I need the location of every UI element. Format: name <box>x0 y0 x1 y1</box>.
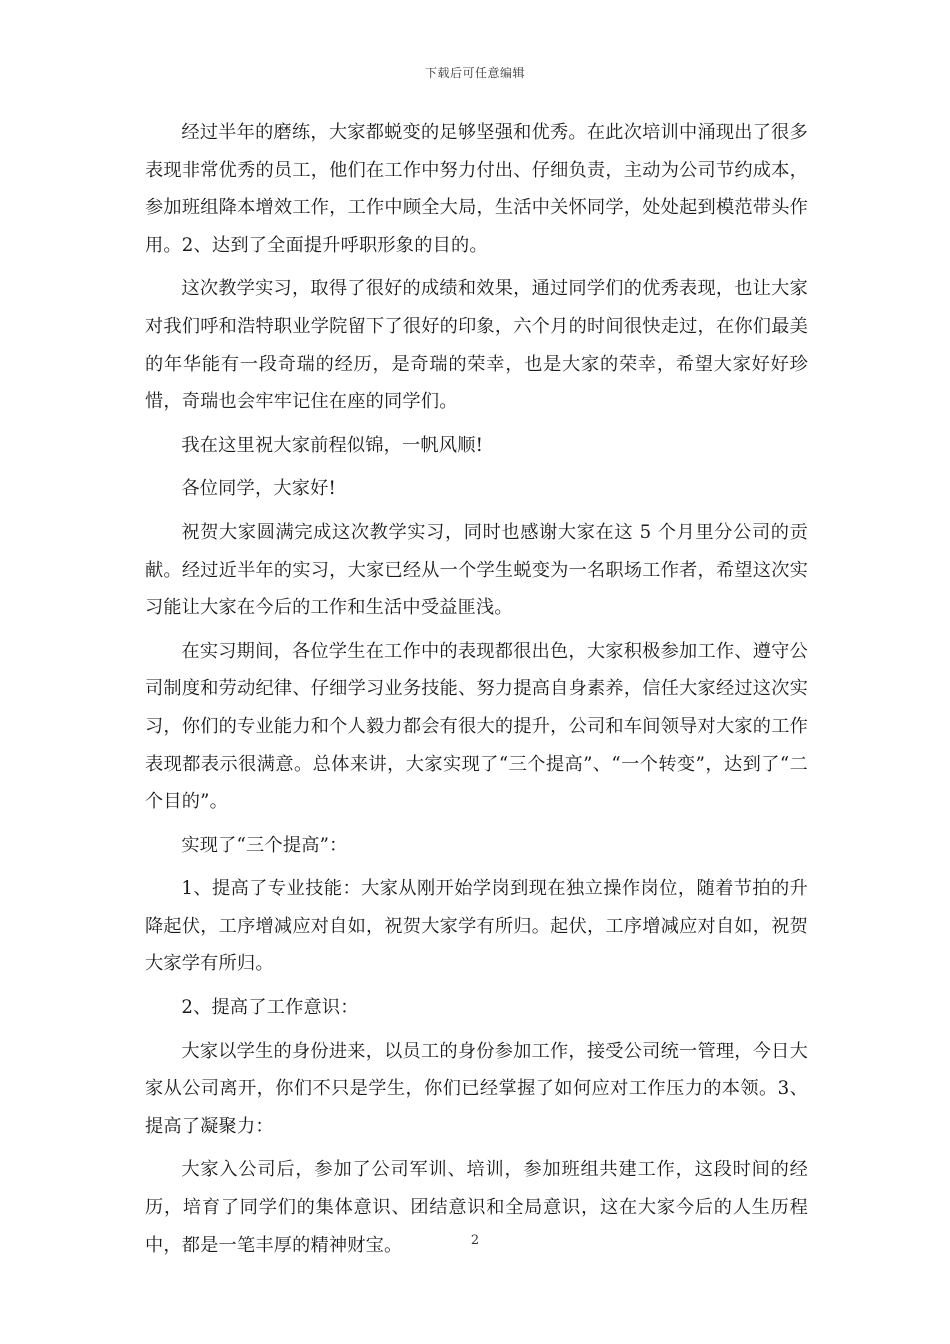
paragraph-1: 经过半年的磨练，大家都蜕变的足够坚强和优秀。在此次培训中涌现出了很多表现非常优秀的员工，他们在工作中努力付出、仔细负责，主动为公司节约成本，参加班组降本增效工作，工作中顾全大局，生活中关怀同学，处处起到模范带头作用。2、达到了全面提升呼职形象的目的。 <box>145 122 808 256</box>
page-header-note: 下载后可任意编辑 <box>424 66 525 80</box>
paragraph-11: 大家入公司后，参加了公司军训、培训，参加班组共建工作，这段时间的经历，培育了同学们的集体意识、团结意识和全局意识，这在大家今后的人生历程中，都是一笔丰厚的精神财宝。 <box>145 1159 808 1256</box>
paragraph-2: 这次教学实习，取得了很好的成绩和效果，通过同学们的优秀表现，也让大家对我们呼和浩特职业学院留下了很好的印象，六个月的时间很快走过，在你们最美的年华能有一段奇瑞的经历，是奇瑞的荣幸，也是大家的荣幸，希望大家好好珍惜，奇瑞也会牢牢记住在座的同学们。 <box>145 278 808 413</box>
paragraph-4: 各位同学，大家好! <box>181 478 336 500</box>
paragraph-8: 1、提高了专业技能：大家从刚开始学岗到现在独立操作岗位，随着节拍的升降起伏，工序增减应对自如，祝贺大家学有所归。起伏，工序增减应对自如，祝贺大家学有所归。 <box>145 878 808 975</box>
paragraph-6: 在实习期间，各位学生在工作中的表现都很出色，大家积极参加工作、遵守公司制度和劳动纪律、仔细学习业务技能、努力提高自身素养，信任大家经过这次实习，你们的专业能力和个人毅力都会有很大的提升，公司和车间领导对大家的工作表现都表示很满意。总体来讲，大家实现了“三个提高”、“一个转变”，达到了“二个目的”。 <box>145 640 808 813</box>
page-number: 2 <box>470 1233 480 1248</box>
paragraph-10: 大家以学生的身份进来，以员工的身份参加工作，接受公司统一管理，今日大家从公司离开，你们不只是学生，你们已经掌握了如何应对工作压力的本领。3、提高了凝聚力： <box>145 1040 808 1137</box>
paragraph-7: 实现了“三个提高”： <box>181 834 348 856</box>
document-body <box>145 114 808 1270</box>
paragraph-9: 2、提高了工作意识： <box>181 997 359 1019</box>
paragraph-5: 祝贺大家圆满完成这次教学实习，同时也感谢大家在这 5 个月里分公司的贡献。经过近半年的实习，大家已经从一个学生蜕变为一名职场工作者，希望这次实习能让大家在今后的工作和生活中受益匪浅。 <box>145 521 808 619</box>
paragraph-3: 我在这里祝大家前程似锦，一帆风顺! <box>181 434 484 456</box>
